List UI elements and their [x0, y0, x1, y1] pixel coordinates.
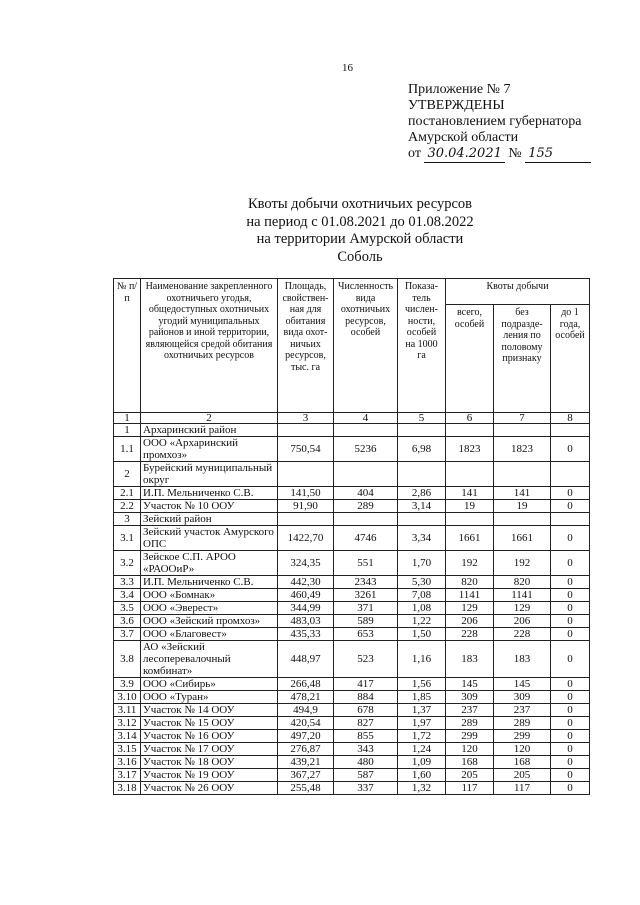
cell-under-one: 0: [551, 602, 590, 615]
cell-empty: [551, 424, 590, 437]
cell-no-sex: 1823: [494, 437, 551, 462]
cell-area: 91,90: [278, 500, 334, 513]
table-row: [114, 576, 590, 589]
cell-density: 1,56: [398, 678, 446, 691]
cell-area: 439,21: [278, 756, 334, 769]
header-quotas: Квоты добычи: [446, 279, 590, 305]
column-number: 6: [446, 413, 494, 424]
cell-area: 478,21: [278, 691, 334, 704]
cell-population: 523: [334, 641, 398, 678]
cell-population: 653: [334, 628, 398, 641]
cell-density: 1,22: [398, 615, 446, 628]
cell-total: 820: [446, 576, 494, 589]
cell-no-sex: 205: [494, 769, 551, 782]
column-number: 2: [141, 413, 278, 424]
title-line-2: на период с 01.08.2021 до 01.08.2022: [246, 213, 474, 230]
cell-density: 1,50: [398, 628, 446, 641]
cell-no-sex: 237: [494, 704, 551, 717]
cell-no-sex: 19: [494, 500, 551, 513]
date-number-line: [408, 146, 591, 163]
cell-name: И.П. Мельниченко С.В.: [141, 576, 278, 589]
cell-under-one: 0: [551, 589, 590, 602]
cell-density: 1,60: [398, 769, 446, 782]
cell-total: 168: [446, 756, 494, 769]
cell-no-sex: 289: [494, 717, 551, 730]
cell-no-sex: 141: [494, 487, 551, 500]
cell-no-sex: 192: [494, 551, 551, 576]
cell-empty: [551, 513, 590, 526]
cell-density: 1,32: [398, 782, 446, 795]
table-row: [114, 730, 590, 743]
appendix-label: Приложение № 7: [408, 82, 511, 97]
cell-total: 183: [446, 641, 494, 678]
cell-density: 3,34: [398, 526, 446, 551]
cell-name: Архаринский район: [141, 424, 278, 437]
cell-no-sex: 820: [494, 576, 551, 589]
cell-area: 460,49: [278, 589, 334, 602]
cell-name: ООО «Сибирь»: [141, 678, 278, 691]
header-population: Численность вида охотничьих ресурсов, особей: [334, 279, 398, 413]
cell-no-sex: 117: [494, 782, 551, 795]
cell-name: Участок № 17 ООУ: [141, 743, 278, 756]
cell-total: 192: [446, 551, 494, 576]
cell-population: 417: [334, 678, 398, 691]
column-number: 8: [551, 413, 590, 424]
cell-num: 1.1: [114, 437, 141, 462]
cell-density: 1,08: [398, 602, 446, 615]
column-number-row: [114, 413, 590, 424]
column-number: 5: [398, 413, 446, 424]
cell-no-sex: 309: [494, 691, 551, 704]
table-row: [114, 615, 590, 628]
cell-name: И.П. Мельниченко С.В.: [141, 487, 278, 500]
cell-no-sex: 168: [494, 756, 551, 769]
cell-empty: [398, 513, 446, 526]
cell-area: 1422,70: [278, 526, 334, 551]
column-number: 3: [278, 413, 334, 424]
cell-name: Зейский район: [141, 513, 278, 526]
cell-empty: [446, 462, 494, 487]
cell-under-one: 0: [551, 576, 590, 589]
table-row: [114, 769, 590, 782]
cell-name: Участок № 18 ООУ: [141, 756, 278, 769]
cell-population: 5236: [334, 437, 398, 462]
number-prefix: №: [508, 146, 522, 161]
resolution-label: постановлением губернатора: [408, 114, 582, 129]
cell-under-one: 0: [551, 641, 590, 678]
approved-label: УТВЕРЖДЕНЫ: [408, 98, 505, 113]
cell-total: 237: [446, 704, 494, 717]
cell-num: 3.18: [114, 782, 141, 795]
cell-area: 494,9: [278, 704, 334, 717]
table-row: [114, 756, 590, 769]
cell-no-sex: 120: [494, 743, 551, 756]
cell-under-one: 0: [551, 769, 590, 782]
header-density: Показа- тель числен- ности, особей на 1000 га: [398, 279, 446, 413]
document-title: [150, 196, 570, 266]
cell-area: 344,99: [278, 602, 334, 615]
cell-total: 117: [446, 782, 494, 795]
date-prefix: от: [408, 146, 421, 161]
cell-population: 371: [334, 602, 398, 615]
cell-total: 19: [446, 500, 494, 513]
cell-population: 678: [334, 704, 398, 717]
cell-name: ООО «Архаринский промхоз»: [141, 437, 278, 462]
cell-under-one: 0: [551, 437, 590, 462]
cell-num: 3.3: [114, 576, 141, 589]
header-num: № п/п: [114, 279, 141, 413]
cell-empty: [398, 462, 446, 487]
cell-num: 3.17: [114, 769, 141, 782]
cell-num: 3.8: [114, 641, 141, 678]
cell-num: 3.16: [114, 756, 141, 769]
cell-name: Участок № 15 ООУ: [141, 717, 278, 730]
cell-empty: [398, 424, 446, 437]
cell-num: 1: [114, 424, 141, 437]
header-no-sex: без подразде- ления по половому признаку: [494, 305, 551, 413]
cell-under-one: 0: [551, 526, 590, 551]
cell-total: 1141: [446, 589, 494, 602]
cell-population: 551: [334, 551, 398, 576]
cell-num: 2.1: [114, 487, 141, 500]
cell-density: 6,98: [398, 437, 446, 462]
table-row: [114, 487, 590, 500]
cell-empty: [446, 424, 494, 437]
section-row: [114, 513, 590, 526]
cell-total: 1661: [446, 526, 494, 551]
cell-population: 2343: [334, 576, 398, 589]
cell-num: 3.2: [114, 551, 141, 576]
cell-name: АО «Зейский лесоперевалочный комбинат»: [141, 641, 278, 678]
cell-total: 228: [446, 628, 494, 641]
cell-empty: [334, 513, 398, 526]
cell-empty: [446, 513, 494, 526]
cell-empty: [334, 462, 398, 487]
title-line-1: Квоты добычи охотничьих ресурсов: [248, 196, 472, 212]
cell-density: 1,37: [398, 704, 446, 717]
cell-name: ООО «Туран»: [141, 691, 278, 704]
page-number: 16: [342, 62, 353, 74]
cell-population: 589: [334, 615, 398, 628]
cell-population: 4746: [334, 526, 398, 551]
cell-population: 827: [334, 717, 398, 730]
cell-under-one: 0: [551, 782, 590, 795]
cell-name: Участок № 10 ООУ: [141, 500, 278, 513]
cell-total: 141: [446, 487, 494, 500]
cell-under-one: 0: [551, 756, 590, 769]
cell-area: 276,87: [278, 743, 334, 756]
cell-area: 497,20: [278, 730, 334, 743]
cell-empty: [494, 513, 551, 526]
cell-name: Участок № 16 ООУ: [141, 730, 278, 743]
cell-under-one: 0: [551, 730, 590, 743]
cell-num: 3.5: [114, 602, 141, 615]
cell-total: 120: [446, 743, 494, 756]
cell-no-sex: 228: [494, 628, 551, 641]
quota-table: [113, 278, 590, 795]
cell-density: 1,24: [398, 743, 446, 756]
cell-under-one: 0: [551, 500, 590, 513]
cell-num: 3.12: [114, 717, 141, 730]
handwritten-number: 155: [525, 146, 591, 163]
cell-name: Зейский участок Амурского ОПС: [141, 526, 278, 551]
cell-under-one: 0: [551, 743, 590, 756]
cell-no-sex: 1661: [494, 526, 551, 551]
cell-density: 3,14: [398, 500, 446, 513]
cell-empty: [278, 513, 334, 526]
header-total: всего, особей: [446, 305, 494, 413]
header-area: Площадь, свойствен- ная для обитания вида охот- ничьих ресурсов, тыс. га: [278, 279, 334, 413]
cell-total: 289: [446, 717, 494, 730]
cell-total: 309: [446, 691, 494, 704]
cell-density: 1,16: [398, 641, 446, 678]
cell-name: Участок № 14 ООУ: [141, 704, 278, 717]
cell-name: ООО «Зейский промхоз»: [141, 615, 278, 628]
cell-empty: [334, 424, 398, 437]
cell-num: 3.14: [114, 730, 141, 743]
cell-density: 5,30: [398, 576, 446, 589]
cell-name: Участок № 26 ООУ: [141, 782, 278, 795]
cell-under-one: 0: [551, 487, 590, 500]
cell-num: 3.9: [114, 678, 141, 691]
cell-num: 3: [114, 513, 141, 526]
cell-population: 3261: [334, 589, 398, 602]
table-row: [114, 628, 590, 641]
cell-area: 266,48: [278, 678, 334, 691]
cell-num: 3.6: [114, 615, 141, 628]
cell-no-sex: 145: [494, 678, 551, 691]
cell-under-one: 0: [551, 691, 590, 704]
cell-under-one: 0: [551, 678, 590, 691]
table-row: [114, 589, 590, 602]
cell-population: 587: [334, 769, 398, 782]
cell-total: 145: [446, 678, 494, 691]
cell-density: 7,08: [398, 589, 446, 602]
section-row: [114, 424, 590, 437]
cell-total: 1823: [446, 437, 494, 462]
cell-no-sex: 129: [494, 602, 551, 615]
cell-area: 324,35: [278, 551, 334, 576]
cell-num: 2: [114, 462, 141, 487]
header-name: Наименование закрепленного охотничьего угодья, общедоступных охотничьих угодий муниципальных районов и иной территории, являющейся средой обитания охотничьих ресурсов: [141, 279, 278, 413]
table-row: [114, 526, 590, 551]
column-number: 1: [114, 413, 141, 424]
title-line-4: Соболь: [337, 248, 383, 265]
cell-population: 884: [334, 691, 398, 704]
cell-num: 3.7: [114, 628, 141, 641]
cell-density: 1,85: [398, 691, 446, 704]
table-row: [114, 782, 590, 795]
cell-total: 206: [446, 615, 494, 628]
cell-area: 420,54: [278, 717, 334, 730]
cell-area: 442,30: [278, 576, 334, 589]
cell-area: 141,50: [278, 487, 334, 500]
cell-total: 129: [446, 602, 494, 615]
cell-num: 3.1: [114, 526, 141, 551]
cell-density: 1,97: [398, 717, 446, 730]
cell-empty: [278, 462, 334, 487]
cell-total: 205: [446, 769, 494, 782]
cell-density: 2,86: [398, 487, 446, 500]
cell-under-one: 0: [551, 717, 590, 730]
cell-area: 255,48: [278, 782, 334, 795]
header-under-one: до 1 года, особей: [551, 305, 590, 413]
cell-area: 448,97: [278, 641, 334, 678]
cell-empty: [494, 424, 551, 437]
cell-empty: [278, 424, 334, 437]
cell-empty: [494, 462, 551, 487]
region-label: Амурской области: [408, 130, 519, 145]
cell-name: Зейское С.П. АРОО «РАООиР»: [141, 551, 278, 576]
cell-num: 3.15: [114, 743, 141, 756]
table-row: [114, 551, 590, 576]
handwritten-date: 30.04.2021: [424, 146, 504, 163]
cell-density: 1,70: [398, 551, 446, 576]
table-row: [114, 641, 590, 678]
table-row: [114, 743, 590, 756]
cell-name: ООО «Эверест»: [141, 602, 278, 615]
cell-num: 2.2: [114, 500, 141, 513]
cell-num: 3.4: [114, 589, 141, 602]
table-row: [114, 500, 590, 513]
cell-population: 289: [334, 500, 398, 513]
cell-total: 299: [446, 730, 494, 743]
cell-no-sex: 183: [494, 641, 551, 678]
cell-num: 3.10: [114, 691, 141, 704]
table-row: [114, 602, 590, 615]
cell-under-one: 0: [551, 615, 590, 628]
cell-no-sex: 1141: [494, 589, 551, 602]
cell-area: 367,27: [278, 769, 334, 782]
cell-no-sex: 206: [494, 615, 551, 628]
cell-population: 855: [334, 730, 398, 743]
cell-name: Бурейский муниципальный округ: [141, 462, 278, 487]
table-row: [114, 437, 590, 462]
cell-empty: [551, 462, 590, 487]
column-number: 7: [494, 413, 551, 424]
cell-population: 480: [334, 756, 398, 769]
cell-no-sex: 299: [494, 730, 551, 743]
cell-under-one: 0: [551, 704, 590, 717]
cell-population: 404: [334, 487, 398, 500]
cell-under-one: 0: [551, 551, 590, 576]
cell-name: ООО «Благовест»: [141, 628, 278, 641]
approval-block: [408, 82, 591, 163]
cell-name: Участок № 19 ООУ: [141, 769, 278, 782]
cell-area: 435,33: [278, 628, 334, 641]
title-line-3: на территории Амурской области: [256, 231, 464, 247]
cell-density: 1,09: [398, 756, 446, 769]
table-row: [114, 691, 590, 704]
cell-under-one: 0: [551, 628, 590, 641]
cell-area: 750,54: [278, 437, 334, 462]
cell-area: 483,03: [278, 615, 334, 628]
table-row: [114, 717, 590, 730]
cell-num: 3.11: [114, 704, 141, 717]
table-row: [114, 704, 590, 717]
cell-density: 1,72: [398, 730, 446, 743]
table-row: [114, 678, 590, 691]
cell-population: 337: [334, 782, 398, 795]
section-row: [114, 462, 590, 487]
column-number: 4: [334, 413, 398, 424]
cell-name: ООО «Бомнак»: [141, 589, 278, 602]
cell-population: 343: [334, 743, 398, 756]
